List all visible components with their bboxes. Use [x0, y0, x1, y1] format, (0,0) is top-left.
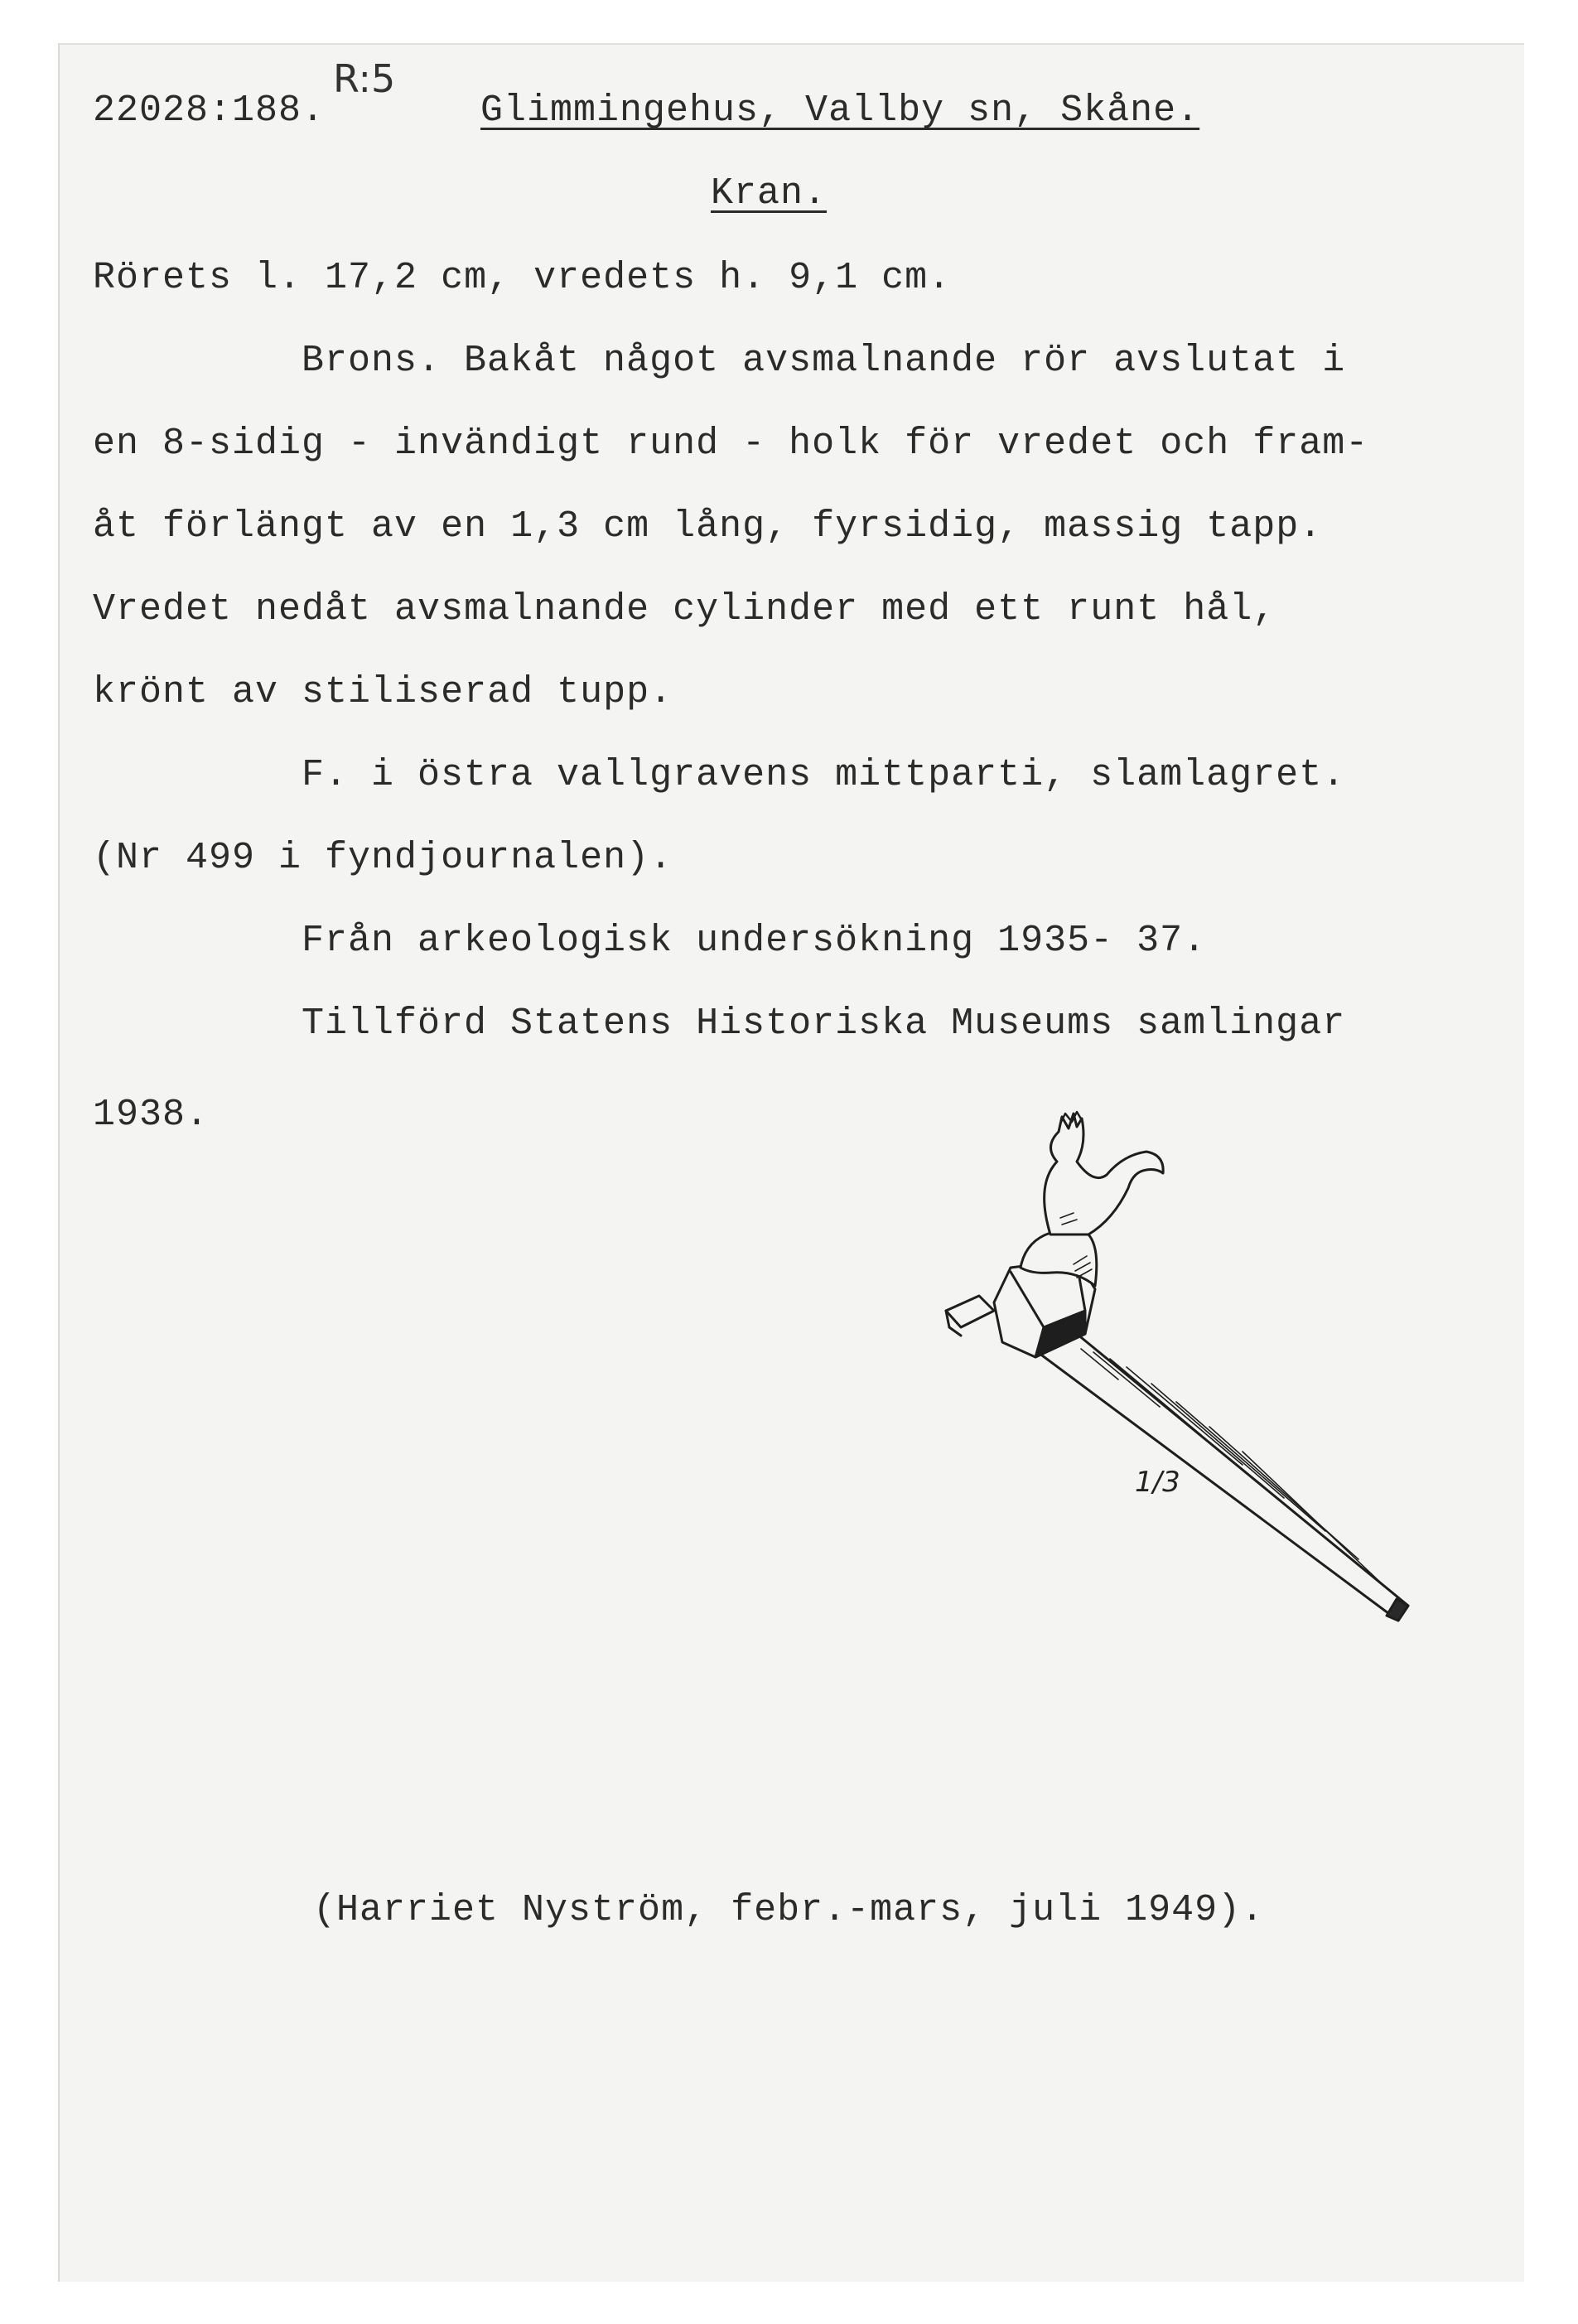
- pipe-body: [1035, 1334, 1408, 1621]
- description-line-2: en 8-sidig - invändigt rund - holk för vredet och fram-: [93, 423, 1369, 465]
- footer-author: (Harriet Nyström, febr.-mars, juli 1949).: [313, 1889, 1265, 1931]
- find-line-2: (Nr 499 i fyndjournalen).: [93, 837, 673, 879]
- front-stub: [946, 1296, 994, 1327]
- acquisition-line-2: 1938.: [93, 1094, 210, 1136]
- acquisition-line-1: Tillförd Statens Historiska Museums samlingar: [302, 1003, 1346, 1045]
- rooster-handle: [1045, 1114, 1164, 1234]
- scale-label: 1/3: [1135, 1466, 1180, 1499]
- catalog-number: 22028:188.: [93, 89, 326, 132]
- object-name: Kran.: [711, 172, 828, 215]
- find-line-1: F. i östra vallgravens mittparti, slamlagret.: [302, 754, 1346, 796]
- excavation-note: Från arkeologisk undersökning 1935- 37.: [302, 920, 1207, 962]
- description-line-1: Brons. Bakåt något avsmalnande rör avslutat i: [302, 340, 1346, 382]
- measurements: Rörets l. 17,2 cm, vredets h. 9,1 cm.: [93, 257, 952, 299]
- description-line-3: åt förlängt av en 1,3 cm lång, fyrsidig, massig tapp.: [93, 505, 1323, 548]
- handwritten-mark: R:5: [333, 56, 396, 101]
- location-title: Glimmingehus, Vallby sn, Skåne.: [480, 89, 1200, 132]
- description-line-4: Vredet nedåt avsmalnande cylinder med ett runt hål,: [93, 588, 1276, 631]
- description-line-5: krönt av stiliserad tupp.: [93, 671, 673, 713]
- tap-drawing: [911, 1094, 1425, 1657]
